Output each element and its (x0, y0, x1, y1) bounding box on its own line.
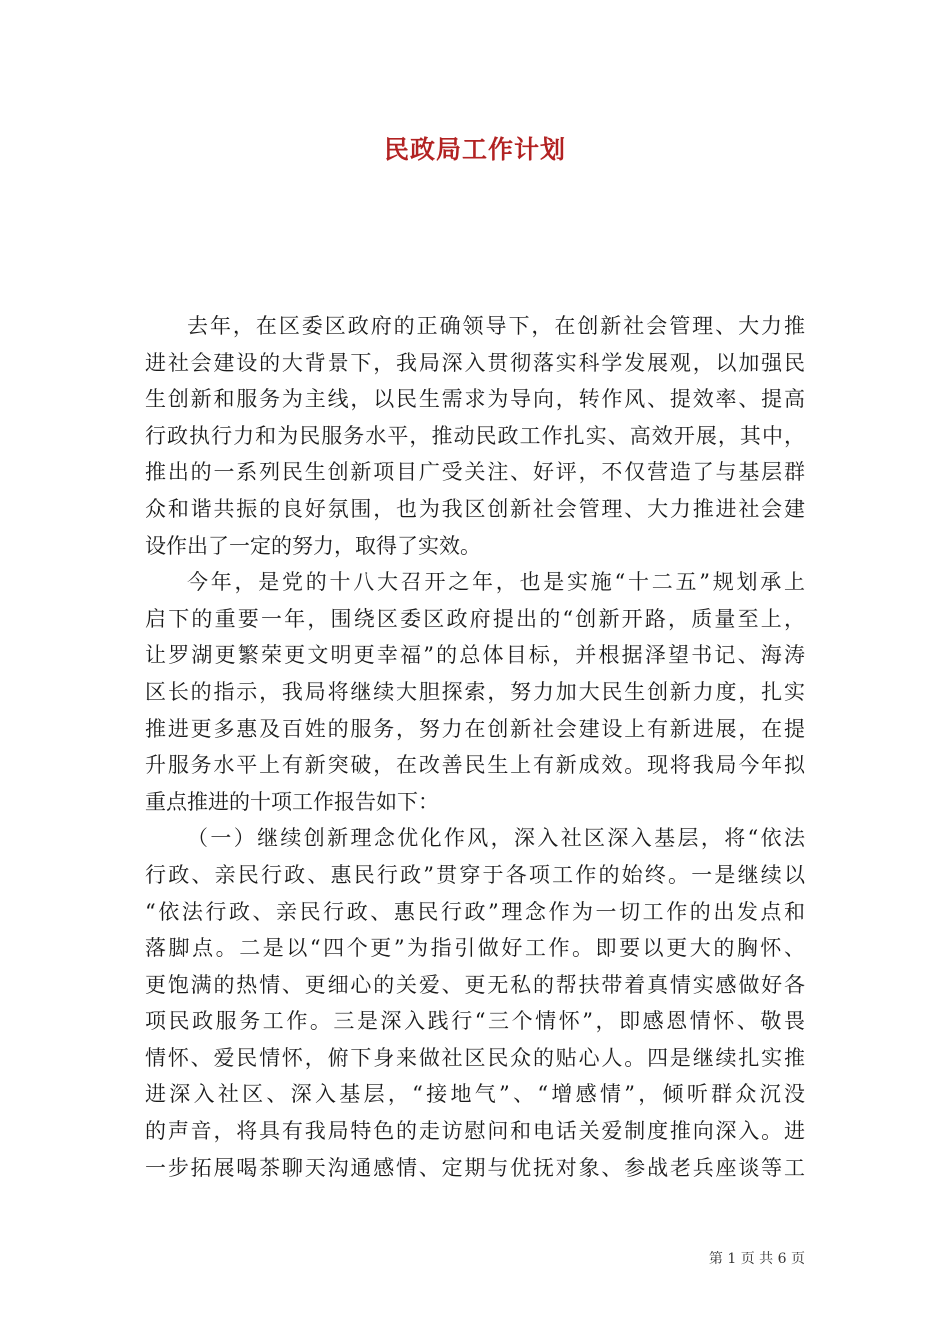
text-line: 让罗湖更繁荣更文明更幸福”的总体目标，并根据泽望书记、海涛 (145, 643, 805, 668)
paragraph (145, 308, 805, 564)
text-line: “依法行政、亲民行政、惠民行政”理念作为一切工作的出发点和 (145, 899, 805, 924)
text-line: 行政执行力和为民服务水平，推动民政工作扎实、高效开展，其中， (145, 423, 805, 448)
text-line: （一）继续创新理念优化作风，深入社区深入基层，将“依法 (187, 826, 805, 851)
paragraph (145, 820, 805, 1186)
text-line: 行政、亲民行政、惠民行政”贯穿于各项工作的始终。一是继续以 (145, 862, 805, 887)
document-body (145, 308, 805, 1186)
page-number: 第 1 页 共 6 页 (708, 1251, 805, 1267)
text-line: 启下的重要一年，围绕区委区政府提出的“创新开路，质量至上， (145, 606, 805, 631)
text-line: 推出的一系列民生创新项目广受关注、好评，不仅营造了与基层群 (145, 460, 805, 485)
text-line: 项民政服务工作。三是深入践行“三个情怀”，即感恩情怀、敬畏 (145, 1009, 805, 1034)
text-line: 今年，是党的十八大召开之年，也是实施“十二五”规划承上 (187, 570, 805, 595)
paragraph (145, 564, 805, 820)
text-line: 一步拓展喝茶聊天沟通感情、定期与优抚对象、参战老兵座谈等工 (145, 1155, 805, 1180)
text-line: 重点推进的十项工作报告如下： (145, 789, 439, 814)
text-line: 设作出了一定的努力，取得了实效。 (145, 533, 481, 558)
text-line: 推进更多惠及百姓的服务，努力在创新社会建设上有新进展，在提 (145, 716, 805, 741)
text-line: 生创新和服务为主线，以民生需求为导向，转作风、提效率、提高 (145, 387, 805, 412)
text-line: 更饱满的热情、更细心的关爱、更无私的帮扶带着真情实感做好各 (145, 972, 805, 997)
text-line: 升服务水平上有新突破，在改善民生上有新成效。现将我局今年拟 (145, 753, 805, 778)
text-line: 情怀、爱民情怀，俯下身来做社区民众的贴心人。四是继续扎实推 (145, 1045, 805, 1070)
text-line: 的声音，将具有我局特色的走访慰问和电话关爱制度推向深入。进 (145, 1119, 805, 1144)
text-line: 进社会建设的大背景下，我局深入贯彻落实科学发展观，以加强民 (145, 350, 805, 375)
page-title: 民政局工作计划 (383, 135, 566, 164)
text-line: 区长的指示，我局将继续大胆探索，努力加大民生创新力度，扎实 (145, 679, 805, 704)
text-line: 落脚点。二是以“四个更”为指引做好工作。即要以更大的胸怀、 (145, 936, 805, 961)
text-line: 进深入社区、深入基层，“接地气”、“增感情”，倾听群众沉没 (145, 1082, 805, 1107)
text-line: 去年，在区委区政府的正确领导下，在创新社会管理、大力推 (187, 314, 805, 338)
text-line: 众和谐共振的良好氛围，也为我区创新社会管理、大力推进社会建 (145, 496, 805, 521)
